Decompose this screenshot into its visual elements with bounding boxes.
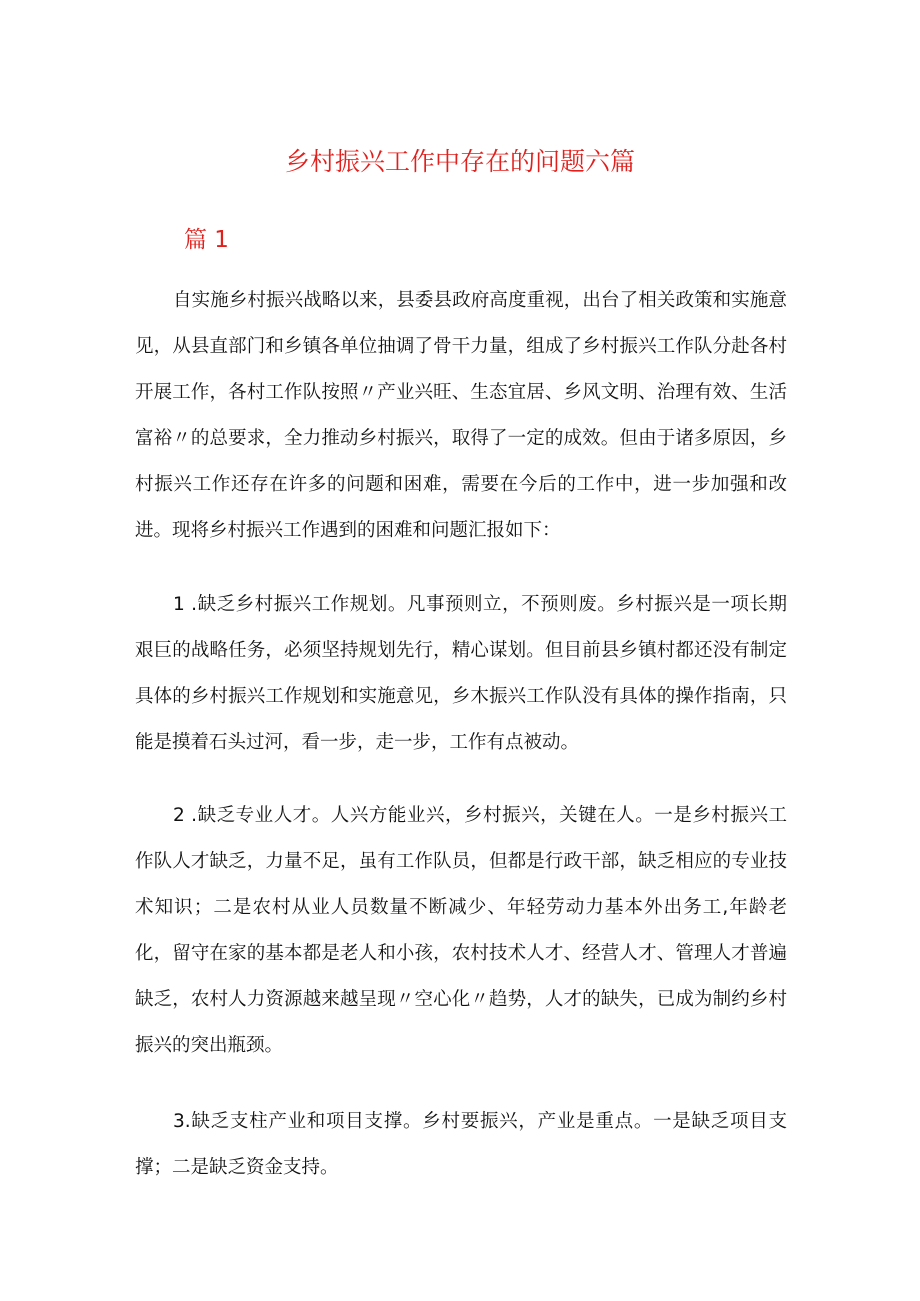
paragraph-intro: 自实施乡村振兴战略以来，县委县政府高度重视，出台了相关政策和实施意见，从县直部门和乡镇各单位抽调了骨干力量，组成了乡村振兴工作队分赴各村开展工作，各村工作队按照〃产业兴旺、生态宜居、乡风文明、治理有效、生活富裕〃的总要求，全力推动乡村振兴，取得了一定的成效。但由于诸多原因，乡村振兴工作还存在许多的问题和困难，需要在今后的工作中，进一步加强和改进。现将乡村振兴工作遇到的困难和问题汇报如下： [135, 290, 787, 541]
paragraph-item-3: 3.缺乏支柱产业和项目支撑。乡村要振兴，产业是重点。一是缺乏项目支撑；二是缺乏资金支持。 [135, 1111, 787, 1178]
section-heading: 篇 1 [184, 227, 229, 253]
paragraph-item-1: 1 .缺乏乡村振兴工作规划。凡事预则立，不预则废。乡村振兴是一项长期艰巨的战略任务，必须坚持规划先行，精心谋划。但目前县乡镇村都还没有制定具体的乡村振兴工作规划和实施意见，乡木振兴工作队没有具体的操作指南，只能是摸着石头过河，看一步，走一步，工作有点被动。 [135, 594, 787, 753]
document-title: 乡村振兴工作中存在的问题六篇 [284, 147, 635, 176]
paragraph-item-2: 2 .缺乏专业人才。人兴方能业兴，乡村振兴，关键在人。一是乡村振兴工作队人才缺乏，力量不足，虽有工作队员，但都是行政干部，缺乏相应的专业技术知识；二是农村从业人员数量不断减少、年轻劳动力基本外出务工,年龄老化，留守在家的基本都是老人和小孩，农村技术人才、经营人才、管理人才普遍缺乏，农村人力资源越来越呈现〃空心化〃趋势，人才的缺失，已成为制约乡村振兴的突出瓶颈。 [135, 805, 787, 1056]
